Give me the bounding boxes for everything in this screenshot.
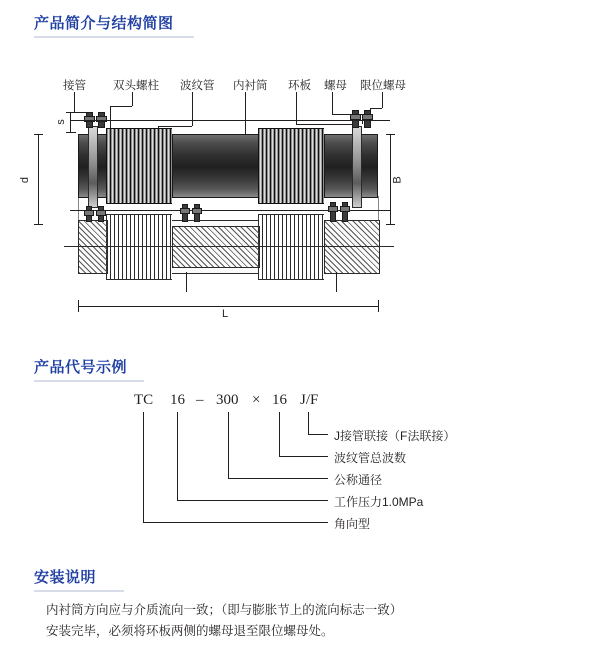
leader-line-2 — [132, 92, 133, 106]
dimension-d-tick-top — [34, 134, 43, 135]
callout-label-1: 接管 — [63, 80, 86, 92]
section-nut-mid-2 — [192, 208, 202, 214]
code-token-connection: J/F — [300, 392, 319, 408]
liner-body — [172, 134, 260, 198]
ring-plate-left — [88, 126, 98, 208]
code-token-type: TC — [134, 392, 154, 408]
dimension-l-tick-right — [378, 300, 379, 312]
dimension-b: B — [391, 176, 404, 184]
code-desc-diameter: 公称通径 — [334, 473, 383, 487]
heading-divider-code — [34, 380, 144, 382]
dimension-l-line — [78, 306, 378, 307]
install-notes — [46, 600, 566, 642]
section-hatch-left — [78, 220, 108, 274]
callout-label-6: 螺母 — [324, 80, 347, 92]
section-stud-right — [330, 202, 336, 222]
dimension-d-tick-bottom — [34, 224, 43, 225]
section-title-install: 安装说明 — [34, 569, 97, 586]
dimension-l: L — [222, 308, 229, 320]
nut-left-upper-2 — [96, 116, 107, 122]
dimension-s-line — [70, 112, 71, 132]
extension-line-left — [78, 196, 79, 220]
section-nut-right — [328, 206, 338, 212]
section-bellows-left — [106, 214, 172, 280]
dimension-l-tick-left — [78, 300, 79, 312]
code-elbow-pressure — [177, 500, 328, 501]
dimension-b-tick-bottom — [386, 224, 395, 225]
code-line-connection — [308, 412, 309, 434]
section-hatch-liner — [172, 226, 260, 268]
code-line-waves — [279, 412, 280, 456]
right-end-pipe — [324, 134, 378, 198]
code-token-waves: 16 — [272, 392, 287, 408]
section-nut-right-2 — [340, 206, 350, 212]
code-elbow-connection — [308, 434, 328, 435]
code-elbow-waves — [279, 456, 328, 457]
leader-line-1 — [74, 92, 75, 112]
code-token-diameter: 300 — [216, 392, 239, 408]
code-token-times: × — [252, 392, 261, 408]
ring-plate — [352, 126, 362, 208]
section-nut-left-2 — [96, 210, 106, 216]
leader-line-7 — [382, 92, 383, 108]
install-note-1: 内衬筒方向应与介质流向一致；（即与膨胀节上的流向标志一致） — [46, 603, 403, 617]
callout-label-5: 环板 — [288, 80, 311, 92]
code-desc-type: 角向型 — [334, 517, 371, 531]
code-desc-waves: 波纹管总波数 — [334, 451, 407, 465]
top-reference-line — [70, 120, 390, 121]
callout-label-3: 波纹管 — [180, 80, 215, 92]
product-code-diagram — [0, 392, 600, 552]
code-line-pressure — [177, 412, 178, 500]
section-tail-mid — [186, 272, 187, 292]
section-centerline — [64, 246, 394, 247]
dimension-d: d — [19, 176, 32, 184]
dimension-d-line — [38, 134, 39, 224]
leader-line-6 — [332, 92, 333, 114]
leader-elbow-2 — [110, 106, 132, 107]
leader-elbow-7 — [370, 108, 382, 109]
structure-diagram — [0, 50, 600, 350]
leader-line-2b — [110, 106, 111, 128]
section-hatch-right — [324, 220, 380, 274]
section-nut-mid — [180, 208, 190, 214]
section-title-intro: 产品简介与结构简图 — [34, 15, 174, 32]
leader-elbow-3 — [158, 126, 192, 127]
section-title-code: 产品代号示例 — [34, 359, 128, 376]
code-line-type — [143, 412, 144, 522]
leader-line-4 — [245, 92, 246, 136]
nut-left-upper — [84, 116, 95, 122]
bellows-right — [258, 128, 324, 204]
code-elbow-diameter — [228, 478, 328, 479]
code-token-dash: – — [196, 392, 204, 408]
callout-label-2: 双头螺柱 — [113, 80, 159, 92]
install-note-2: 安装完毕，必须将环板两侧的螺母退至限位螺母处。 — [46, 624, 334, 638]
extension-line-right — [378, 196, 379, 220]
callout-label-4: 内衬筒 — [233, 80, 268, 92]
code-desc-connection: J接管联接（F法联接） — [334, 429, 456, 443]
code-token-pressure: 16 — [170, 392, 185, 408]
dimension-s: s — [54, 119, 67, 125]
code-line-diameter — [228, 412, 229, 478]
section-bellows-right — [258, 214, 324, 280]
code-elbow-type — [143, 522, 328, 523]
bellows-left — [106, 128, 172, 204]
code-desc-pressure: 工作压力1.0MPa — [334, 495, 424, 509]
callout-label-7: 限位螺母 — [360, 80, 406, 92]
heading-divider-install — [34, 590, 124, 592]
dimension-s-tick-bottom — [66, 132, 76, 133]
dimension-s-tick-top — [66, 112, 76, 113]
section-nut-left — [84, 210, 94, 216]
dimension-b-tick-top — [386, 134, 395, 135]
section-stud-right-2 — [342, 202, 348, 222]
section-tail-right — [336, 272, 337, 292]
heading-divider-intro — [34, 36, 194, 38]
leader-elbow-5 — [296, 124, 356, 125]
